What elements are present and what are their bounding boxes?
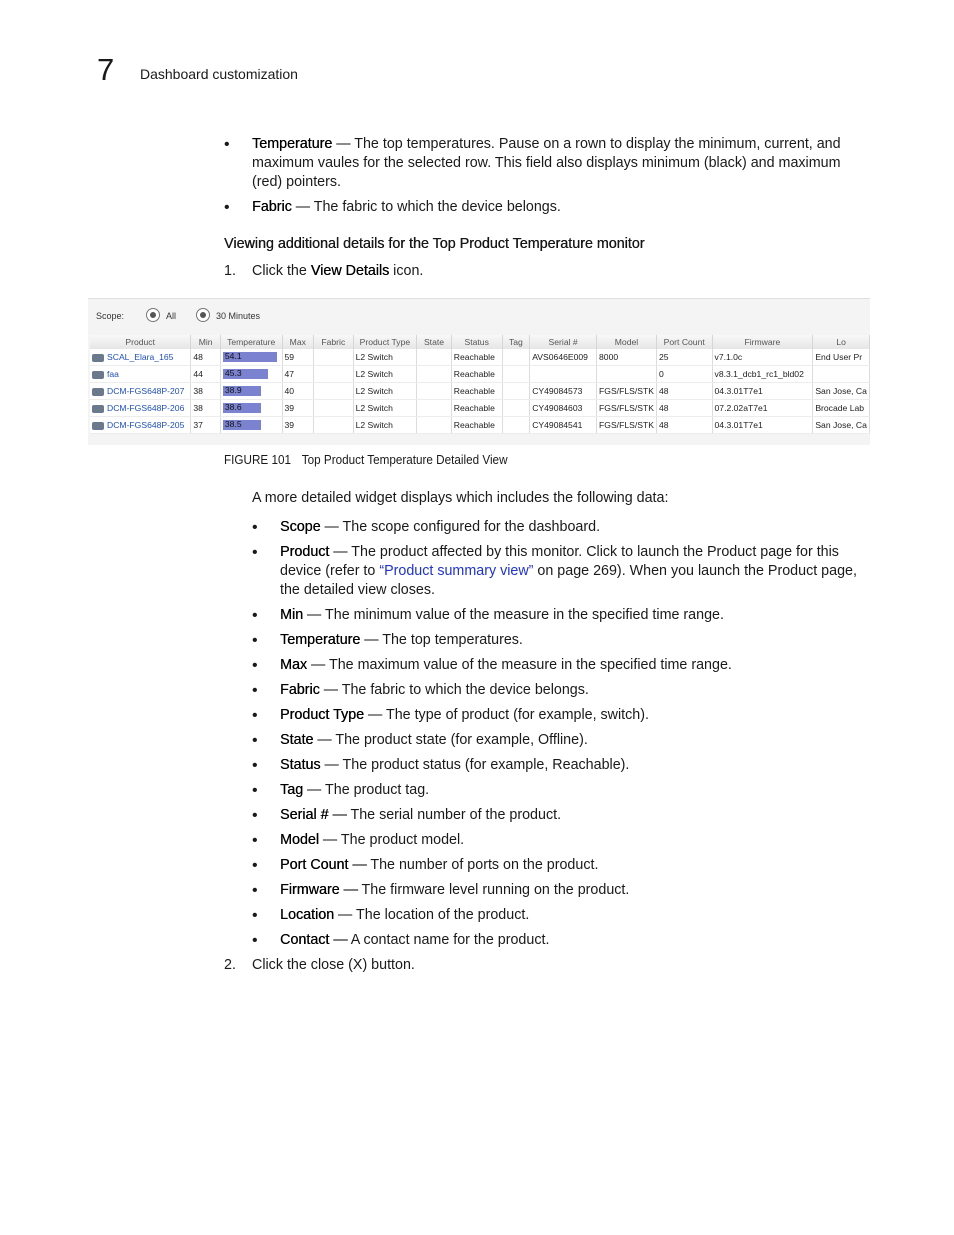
temperature-value: 38.5 [224, 419, 242, 429]
temperature-value: 54.1 [224, 351, 242, 361]
fabric-cell [314, 400, 354, 417]
firmware-cell [712, 400, 813, 417]
min-cell-text: 37 [193, 420, 203, 430]
location-cell [813, 366, 870, 383]
detail-bullet [252, 606, 862, 625]
temperature-bar [223, 369, 280, 379]
bullet-text: — The location of the product. [334, 907, 530, 923]
detail-bullet [252, 856, 862, 875]
tag-cell [502, 349, 530, 366]
firmware-cell-text: v7.1.0c [714, 352, 743, 362]
top-bullet-list [224, 135, 874, 223]
temperature-cell [220, 383, 282, 400]
figure-title: Top Product Temperature Detailed View [301, 452, 508, 467]
product-summary-link[interactable]: “Product summary view” [379, 563, 534, 579]
bullet-term: Max [280, 657, 308, 673]
location-cell-text: End User Pr [815, 352, 863, 362]
scope-bar [88, 299, 870, 333]
bullet-term: State [280, 732, 314, 748]
step-number: 2. [224, 957, 236, 973]
step-1 [224, 263, 423, 279]
port-count-cell [656, 383, 712, 400]
product-cell-text: SCAL_Elara_165 [107, 352, 174, 362]
min-cell-text: 48 [193, 352, 203, 362]
port-count-cell-text: 48 [658, 386, 669, 396]
col-header[interactable]: Fabric [314, 335, 354, 349]
bullet-text: — The product model. [318, 832, 465, 848]
detail-bullet [252, 518, 862, 537]
col-header[interactable]: Max [282, 335, 314, 349]
model-cell-text: 8000 [599, 352, 619, 362]
temperature-bar [223, 420, 280, 430]
table-row[interactable] [90, 417, 870, 434]
bullet-text: — The top temperatures. Pause on a rown to display the minimum, current, and maximum vaules for the selected row. This field also displays minimum (black) and maximum (red) pointers. [252, 136, 841, 190]
temperature-bar [223, 386, 280, 396]
status-cell [451, 349, 502, 366]
col-header[interactable]: Tag [502, 335, 530, 349]
chapter-title: Dashboard customization [140, 66, 298, 82]
product-cell-text: DCM-FGS648P-207 [107, 386, 185, 396]
bullet-text: — The product tag. [303, 782, 430, 798]
table-row[interactable] [90, 349, 870, 366]
temperature-cell [220, 417, 282, 434]
product-type-cell [353, 383, 417, 400]
state-cell [417, 383, 452, 400]
port-count-cell-text: 48 [658, 403, 669, 413]
status-cell-text: Reachable [453, 403, 495, 413]
bullet-term: Firmware — [280, 882, 358, 898]
bullet-term: Temperature [252, 136, 333, 152]
product-type-cell-text: L2 Switch [355, 386, 393, 396]
status-cell-text: Reachable [453, 386, 495, 396]
status-cell-text: Reachable [453, 369, 495, 379]
max-cell-text: 47 [284, 369, 295, 379]
fabric-cell [314, 349, 354, 366]
temperature-bar [223, 403, 280, 413]
bullet-text: A contact name for the product. [347, 932, 550, 948]
figure-label: FIGURE 101 [224, 452, 291, 467]
serial-cell [530, 349, 597, 366]
detail-bullet [252, 656, 862, 675]
detail-bullet [252, 931, 862, 950]
col-header[interactable]: Port Count [656, 335, 712, 349]
location-cell-text: San Jose, Ca [815, 420, 867, 430]
bullet-term: Product [280, 544, 330, 560]
step-number: 1. [224, 263, 236, 279]
product-cell[interactable] [90, 383, 191, 400]
temperature-cell [220, 400, 282, 417]
temperature-cell [220, 349, 282, 366]
status-cell [451, 400, 502, 417]
port-count-cell [656, 349, 712, 366]
product-type-cell-text: L2 Switch [355, 420, 393, 430]
location-cell [813, 349, 870, 366]
step-text-pre: Click the [252, 263, 311, 279]
max-cell [282, 417, 314, 434]
bullet-text: — The fabric to which the device belongs. [291, 199, 561, 215]
product-cell[interactable] [90, 417, 191, 434]
min-cell [191, 366, 221, 383]
bullet-term: Fabric [280, 682, 320, 698]
serial-cell-text: CY49084603 [532, 403, 583, 413]
temperature-value: 38.6 [224, 402, 242, 412]
serial-cell [530, 417, 597, 434]
step-text-post: icon. [389, 263, 424, 279]
detail-bullet [252, 881, 862, 900]
detail-bullet [252, 906, 862, 925]
min-cell-text: 38 [193, 386, 203, 396]
serial-cell-text: CY49084573 [532, 386, 583, 396]
serial-cell [530, 383, 597, 400]
bullet-text: on page 269). When you launch the Product page, the detailed view closes. [280, 563, 857, 598]
status-cell-text: Reachable [453, 420, 495, 430]
detail-bullet-list [252, 518, 862, 956]
temperature-value: 38.9 [224, 385, 242, 395]
detail-bullet [252, 543, 862, 600]
scope-time-radio[interactable] [196, 308, 210, 322]
col-header[interactable]: Product [90, 335, 191, 349]
scope-time-label: 30 Minutes [216, 311, 261, 321]
temperature-table [90, 335, 870, 434]
table-row[interactable] [90, 366, 870, 383]
max-cell-text: 39 [284, 420, 295, 430]
scope-all-label: All [166, 311, 177, 321]
serial-cell [530, 400, 597, 417]
min-cell [191, 383, 221, 400]
switch-device-icon [92, 388, 104, 396]
bullet-text: — The product status (for example, Reachable). [320, 757, 630, 773]
bullet-term: Serial # — [280, 807, 347, 823]
location-cell [813, 400, 870, 417]
firmware-cell [712, 417, 813, 434]
figure-caption [224, 452, 508, 467]
max-cell-text: 40 [284, 386, 295, 396]
bullet-text: — The type of product (for example, switch). [363, 707, 649, 723]
bullet-term: Product Type [280, 707, 364, 723]
col-header[interactable]: Product Type [353, 335, 417, 349]
location-cell [813, 383, 870, 400]
product-type-cell [353, 349, 417, 366]
product-cell-text: DCM-FGS648P-206 [107, 403, 185, 413]
detail-bullet [252, 681, 862, 700]
fabric-cell [314, 383, 354, 400]
bullet-text: The serial number of the product. [346, 807, 562, 823]
bullet-text: The number of ports on the product. [366, 857, 599, 873]
port-count-cell-text: 0 [658, 369, 664, 379]
model-cell-text: FGS/FLS/STK [599, 420, 654, 430]
tag-cell [502, 400, 530, 417]
min-cell-text: 38 [193, 403, 203, 413]
firmware-cell-text: 04.3.01T7e1 [714, 420, 763, 430]
detail-bullet [252, 806, 862, 825]
model-cell [597, 383, 657, 400]
detail-bullet [252, 631, 862, 650]
table-row[interactable] [90, 383, 870, 400]
bullet-term: Contact — [280, 932, 348, 948]
firmware-cell-text: 04.3.01T7e1 [714, 386, 763, 396]
bullet-text: The firmware level running on the product. [357, 882, 630, 898]
detail-bullet [252, 731, 862, 750]
max-cell [282, 383, 314, 400]
model-cell [597, 366, 657, 383]
firmware-cell [712, 383, 813, 400]
col-header[interactable]: State [417, 335, 452, 349]
product-type-cell-text: L2 Switch [355, 403, 393, 413]
max-cell-text: 59 [284, 352, 295, 362]
min-cell-text: 44 [193, 369, 203, 379]
port-count-cell [656, 400, 712, 417]
model-cell [597, 349, 657, 366]
min-cell [191, 349, 221, 366]
widget-screenshot [88, 298, 870, 445]
chapter-number: 7 [97, 52, 115, 87]
bullet-text: — The product state (for example, Offline). [313, 732, 588, 748]
bullet-term: Fabric [252, 199, 292, 215]
serial-cell-text: AVS0646E009 [532, 352, 588, 362]
max-cell [282, 349, 314, 366]
state-cell [417, 349, 452, 366]
bullet-term: Model [280, 832, 319, 848]
state-cell [417, 366, 452, 383]
bullet-term: Temperature [280, 632, 361, 648]
bullet-fabric [224, 198, 874, 217]
serial-cell-text: CY49084541 [532, 420, 583, 430]
fabric-cell [314, 366, 354, 383]
detail-bullet [252, 756, 862, 775]
location-cell-text: Brocade Lab [815, 403, 865, 413]
bullet-text: — The maximum value of the measure in the specified time range. [307, 657, 732, 673]
firmware-cell-text: v8.3.1_dcb1_rc1_bld02 [714, 369, 804, 379]
bullet-text: — The fabric to which the device belongs. [319, 682, 589, 698]
section-heading: Viewing additional details for the Top Product Temperature monitor [224, 236, 645, 252]
col-header[interactable]: Temperature [220, 335, 282, 349]
tag-cell [502, 383, 530, 400]
firmware-cell-text: 07.2.02aT7e1 [714, 403, 768, 413]
bullet-term: Scope [280, 519, 321, 535]
tag-cell [502, 366, 530, 383]
product-type-cell [353, 400, 417, 417]
product-type-cell [353, 417, 417, 434]
min-cell [191, 417, 221, 434]
max-cell [282, 400, 314, 417]
port-count-cell [656, 366, 712, 383]
scope-all-radio[interactable] [146, 308, 160, 322]
scope-label: Scope: [96, 311, 125, 321]
status-cell [451, 383, 502, 400]
product-cell-text: faa [107, 369, 119, 379]
model-cell [597, 400, 657, 417]
detail-bullet [252, 781, 862, 800]
temperature-bar [223, 352, 280, 362]
firmware-cell [712, 366, 813, 383]
port-count-cell-text: 25 [658, 352, 669, 362]
switch-device-icon [92, 422, 104, 430]
state-cell [417, 417, 452, 434]
location-cell-text: San Jose, Ca [815, 386, 867, 396]
bullet-text: — The minimum value of the measure in the specified time range. [303, 607, 724, 623]
col-header[interactable]: Lo [813, 335, 870, 349]
bullet-text: — The top temperatures. [360, 632, 523, 648]
port-count-cell-text: 48 [658, 420, 669, 430]
fabric-cell [314, 417, 354, 434]
col-header[interactable]: Firmware [712, 335, 813, 349]
switch-device-icon [92, 371, 104, 379]
temperature-value: 45.3 [224, 368, 242, 378]
col-header[interactable]: Serial # [530, 335, 597, 349]
product-cell[interactable] [90, 400, 191, 417]
product-cell[interactable] [90, 366, 191, 383]
table-row[interactable] [90, 400, 870, 417]
status-cell [451, 417, 502, 434]
bullet-term: Port Count — [280, 857, 367, 873]
tag-cell [502, 417, 530, 434]
col-header[interactable]: Status [451, 335, 502, 349]
detail-bullet [252, 706, 862, 725]
step-text: Click the close (X) button. [252, 957, 415, 973]
bullet-term: Min [280, 607, 304, 623]
table-header-row [90, 335, 870, 349]
port-count-cell [656, 417, 712, 434]
max-cell-text: 39 [284, 403, 295, 413]
bullet-text: — The scope configured for the dashboard. [320, 519, 601, 535]
state-cell [417, 400, 452, 417]
product-type-cell-text: L2 Switch [355, 352, 393, 362]
product-cell[interactable] [90, 349, 191, 366]
col-header[interactable]: Model [597, 335, 657, 349]
temperature-cell [220, 366, 282, 383]
status-cell [451, 366, 502, 383]
switch-device-icon [92, 405, 104, 413]
bullet-term: Status [280, 757, 321, 773]
col-header[interactable]: Min [191, 335, 221, 349]
switch-device-icon [92, 354, 104, 362]
step-term: View Details [310, 263, 390, 279]
product-type-cell [353, 366, 417, 383]
max-cell [282, 366, 314, 383]
intro-text: A more detailed widget displays which includes the following data: [252, 490, 669, 506]
product-cell-text: DCM-FGS648P-205 [107, 420, 185, 430]
firmware-cell [712, 349, 813, 366]
model-cell [597, 417, 657, 434]
location-cell [813, 417, 870, 434]
serial-cell [530, 366, 597, 383]
min-cell [191, 400, 221, 417]
model-cell-text: FGS/FLS/STK [599, 386, 654, 396]
bullet-temperature [224, 135, 874, 192]
product-type-cell-text: L2 Switch [355, 369, 393, 379]
bullet-term: Tag [280, 782, 304, 798]
model-cell-text: FGS/FLS/STK [599, 403, 654, 413]
status-cell-text: Reachable [453, 352, 495, 362]
detail-bullet [252, 831, 862, 850]
bullet-text: — The product affected by this monitor. Click to launch the Product page for this device (refer to [280, 544, 839, 579]
step-2 [224, 957, 415, 973]
bullet-term: Location [280, 907, 335, 923]
